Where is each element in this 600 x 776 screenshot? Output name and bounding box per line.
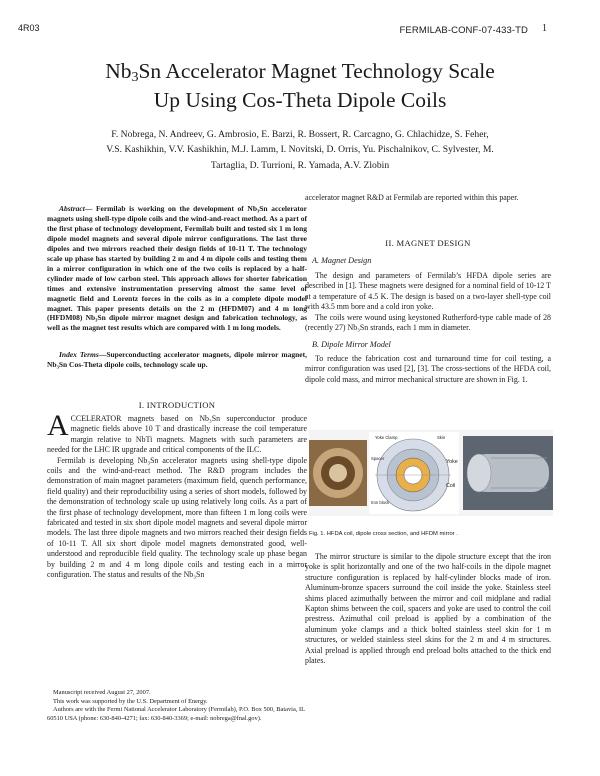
section-heading-magnet-design: II. MAGNET DESIGN [385,238,471,248]
mirror-structure-paragraph: The mirror structure is similar to the dipole structure except that the iron yoke is split horizontally and one of the two half-coils in the dipole magnet structure configuration is replaced by half-cylinder blocks made of iron. Aluminum-bronze spacers surround the coil inside the yoke. Stainless steel shims placed azimuthally between the mirror and coil midplane and radial Kapton shims between the coil, spacers and yoke are used to control the coil prestress. Azimuthal coil preload is applied by a combination of the aluminum yoke clamps and a thick bolted stainless steel skin for 1 m structures, or welded stainless steel skins for the 2 m and 4 m structures. Axial preload is applied through end preload bolts attached to the thick end plates. [305,552,551,666]
footnote [47,689,305,723]
paper-title [40,57,560,115]
label-yoke: Yoke [446,459,458,465]
index-terms [47,350,307,370]
abstract [47,204,307,333]
coil-photo-bore [329,464,347,482]
index-terms-lead: Index Terms [59,350,99,359]
magnet-design-p2: The coils were wound using keystoned Rutherford-type cable made of 28 (recently 27) Nb₃Sn strands, each 1 mm in diameter. [305,312,551,333]
introduction-body [47,409,307,581]
abstract-lead: Abstract [59,204,85,213]
mirror-photo-endplate [467,454,491,492]
abstract-text: — Fermilab is working on the development of Nb₃Sn accelerator magnets using shell-type dipole coils and the wind-and-react method. As a part of the first phase of technology development, Fermilab built and tested six 1 m long dipole model magnets and several dipole mirror configurations. The last three dipoles and two mirrors reached their design fields of 10-11 T. The technology scale up phase has started by building 2 m and 4 m dipole coils and testing them in a mirror configuration in which one of the two coils is replaced by a half-cylinder made of low carbon steel. This approach allows for shorter fabrication times and extensive instrumentation preserving almost the same level of magnetic field and Lorentz forces in the coils as in a complete dipole model magnet. This paper presents details on the 2 m (HFDM07) and 4 m long (HFDM08) Nb₃Sn dipole mirror magnet design and fabrication technology, as well as the magnet test results which are compared with 1 m long models. [47,204,307,333]
title-subscript: 3 [131,70,139,85]
title-line2: Up Using Cos-Theta Dipole Coils [153,88,447,112]
figure-1-graphic [309,430,553,516]
title-part: Nb [105,59,132,83]
dipole-mirror-body [305,354,551,385]
header-left: 4R03 [18,23,40,33]
author-line: V.S. Kashikhin, V.V. Kashikhin, M.J. Lamm, I. Novitski, D. Orris, Yu. Pischalnikov, C. Sylvester, M. [106,144,494,156]
figure-1-caption: Fig. 1. HFDA coil, dipole cross section, and HFDM mirror . [309,531,458,537]
subsection-heading-dipole-mirror: B. Dipole Mirror Model [312,340,391,349]
right-column-continuation: accelerator magnet R&D at Fermilab are reported within this paper. [305,193,519,202]
subsection-heading-magnet-design: A. Magnet Design [312,256,372,265]
intro-paragraph [47,409,307,456]
index-terms-text: —Superconducting accelerator magnets, dipole mirror magnet, Nb₃Sn Cos-Theta dipole coils, technology scale up. [47,350,307,369]
header-report-number: FERMILAB-CONF-07-433-TD [399,25,528,36]
title-part: Sn Accelerator Magnet Technology Scale [138,59,495,83]
label-skin: Skin [437,435,446,440]
author-list [55,127,545,173]
figure-1 [309,430,553,516]
label-coil: Coil [446,483,456,489]
footnote-line: Manuscript received August 27, 2007. [53,689,151,696]
author-line: Tartaglia, D. Turrioni, R. Yamada, A.V. Zlobin [210,159,390,171]
label-yoke-clamp: Yoke Clamp [375,435,398,440]
intro-p2: Fermilab is developing Nb₃Sn accelerator magnets using shell-type dipole coils and the wind-and-react method. The R&D program includes the demonstration of main magnet parameters (maximum field, quench performance, field quality) and their reproducibility using a series of short models, followed by the demonstration of technology scale up using relatively long coils. As a part of the first phase of technology development, more than fifteen 1 m long coils were fabricated and tested in six short dipole model magnets and several dipole mirror models. The last three dipole magnets and two mirrors reached their design fields of 10-11 T. All six short dipole model magnets demonstrated good, well-understood and reproducible field quality. The technology scale up phase began by building 2 m and 4 m long dipole coils and testing each in a mirror configuration. The status and results of the Nb₃Sn [47,455,307,580]
magnet-design-body [305,271,551,333]
drop-cap: A [47,409,69,442]
footnote-line: This work was supported by the U.S. Department of Energy. [53,697,208,705]
page-number: 1 [542,23,547,34]
footnote-line: Authors are with the Fermi National Accelerator Laboratory (Fermilab), P.O. Box 500, Batavia, IL 60510 USA (phone: 630-840-4271; fax: 630-840-3369; e-mail: nobrega@fnal.gov). [47,706,305,722]
author-line: F. Nobrega, N. Andreev, G. Ambrosio, E. Barzi, R. Bossert, R. Carcagno, G. Chlachidze, S. Feher, [111,129,489,140]
dipole-mirror-p1: To reduce the fabrication cost and turnaround time for coil testing, a mirror configuration was used [2], [3]. The cross-sections of the HFDA coil, dipole cold mass, and mirror mechanical structure are shown in Fig. 1. [305,354,551,384]
magnet-design-p1: The design and parameters of Fermilab’s HFDA dipole series are described in [1]. These magnets were designed for a nominal field of 10-12 T at a temperature of 4.5 K. The design is based on a two-layer shell-type coil with 43.5 mm bore and a cold iron yoke. [305,271,551,312]
label-spacer: Spacer [371,456,385,461]
section-heading-introduction: I. INTRODUCTION [138,400,216,410]
mirror-structure-body [305,552,551,666]
intro-p1: CCELERATOR magnets based on Nb₃Sn superconductor produce magnetic fields above 10 T and drastically increase the coil temperature margin relative to NbTi magnets. Magnets with such parameters are needed for the LHC IR upgrade and critical components of the ILC. [47,414,307,455]
label-iron-block: Iron block [371,500,390,505]
